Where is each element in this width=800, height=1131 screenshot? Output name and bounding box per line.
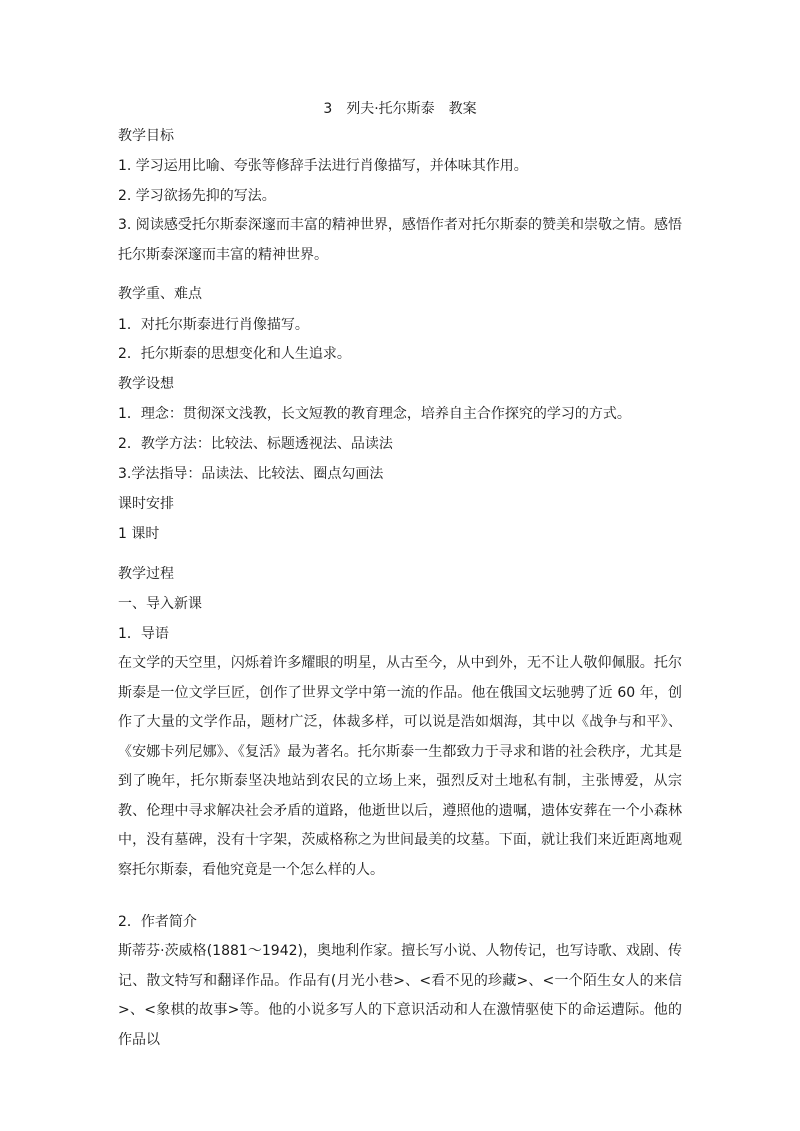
intro-heading: 1．导语 <box>118 626 169 642</box>
objective-item: 2. 学习欲扬先抑的写法。 <box>118 188 276 204</box>
design-heading: 教学设想 <box>118 376 174 392</box>
key-point-item: 2．托尔斯泰的思想变化和人生追求。 <box>118 346 351 362</box>
section-heading: 一、导入新课 <box>118 596 202 612</box>
design-item: 2．教学方法：比较法、标题透视法、品读法 <box>118 436 393 452</box>
objective-item: 3. 阅读感受托尔斯泰深邃而丰富的精神世界，感悟作者对托尔斯泰的赞美和崇敬之情。感悟托尔斯泰深邃而丰富的精神世界。 <box>118 217 682 263</box>
design-item: 3.学法指导：品读法、比较法、圈点勾画法 <box>118 466 384 482</box>
objective-item: 1. 学习运用比喻、夸张等修辞手法进行肖像描写，并体味其作用。 <box>118 158 528 174</box>
author-heading: 2．作者简介 <box>118 914 197 930</box>
document-title: 3 列夫·托尔斯泰 教案 <box>323 101 477 117</box>
process-heading: 教学过程 <box>118 566 174 582</box>
key-points-heading: 教学重、难点 <box>118 286 202 302</box>
intro-paragraph: 在文学的天空里，闪烁着许多耀眼的明星，从古至今，从中到外，无不让人敬仰佩服。托尔斯泰是一位文学巨匠，创作了世界文学中第一流的作品。他在俄国文坛驰骋了近 60 年，创作了大量的文学作品，题材广泛，体裁多样，可以说是浩如烟海，其中以《战争与和平》、《安娜卡列尼娜》、《复活》最为著名。托尔斯泰一生都致力于寻求和谐的社会秩序，尤其是到了晚年，托尔斯泰坚决地站到农民的立场上来，强烈反对土地私有制，主张博爱，从宗教、伦理中寻求解决社会矛盾的道路，他逝世以后，遵照他的遗嘱，遗体安葬在一个小森林中，没有墓碑，没有十字架，茨威格称之为世间最美的坟墓。下面，就让我们来近距离地观察托尔斯泰，看他究竟是一个怎么样的人。 <box>118 655 682 878</box>
objectives-heading: 教学目标 <box>118 128 174 144</box>
design-item: 1．理念：贯彻深文浅教，长文短教的教育理念，培养自主合作探究的学习的方式。 <box>118 406 631 422</box>
key-point-item: 1．对托尔斯泰进行肖像描写。 <box>118 317 309 333</box>
author-paragraph: 斯蒂芬·茨威格(1881～1942)，奥地利作家。擅长写小说、人物传记，也写诗歌、戏剧、传记、散文特写和翻译作品。作品有(月光小巷>、<看不见的珍藏>、<一个陌生女人的来信>、<象棋的故事>等。他的小说多写人的下意识活动和人在激情驱使下的命运遭际。他的作品以 <box>118 943 682 1048</box>
schedule-value: 1 课时 <box>118 526 160 542</box>
schedule-heading: 课时安排 <box>118 496 174 512</box>
